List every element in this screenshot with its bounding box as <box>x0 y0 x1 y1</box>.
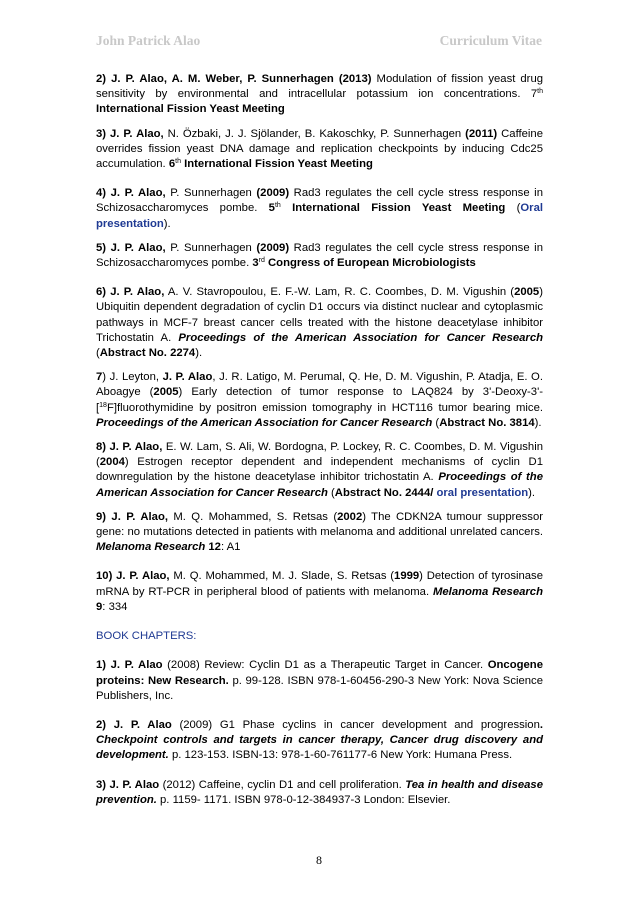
publication-entry-10: 10) J. P. Alao, M. Q. Mohammed, M. J. Slade, S. Retsas (1999) Detection of tyrosinase mRNA by RT-PCR in peripheral blood of patients with melanoma. Melanoma Research 9: 334 <box>96 570 543 613</box>
publication-entry-8: 8) J. P. Alao, E. W. Lam, S. Ali, W. Bordogna, P. Lockey, R. C. Coombes, D. M. Vigushin (2004) Estrogen receptor dependent and independent mechanisms of cyclin D1 downregulation by the histone deacetylase inhibitor trichostatin A. Proceedings of the American Association for Cancer Research (Abstract No. 2444/ oral presentation). <box>96 441 543 499</box>
journal-title: Proceedings of the American Association for Cancer Research <box>178 331 543 344</box>
journal-title: Proceedings of the American Association for Cancer Research <box>96 416 433 429</box>
oral-presentation-note: oral presentation <box>433 486 529 499</box>
page-number: 8 <box>316 853 322 867</box>
book-chapter-2: 2) J. P. Alao (2009) G1 Phase cyclins in cancer development and progression. Checkpoint controls and targets in cancer therapy, Cancer drug discovery and development. p. 123-153. ISBN-13: 978-1-60-761177-6 New York: Humana Press. <box>96 718 543 762</box>
publication-entry-9: 9) J. P. Alao, M. Q. Mohammed, S. Retsas (2002) The CDKN2A tumour suppressor gene: no mutations detected in patients with melanoma and additional unrelated cancers. Melanoma Research 12: A1 <box>96 510 543 554</box>
journal-title: Proceedings of the American Association for Cancer Research <box>96 471 543 499</box>
header-doc-title: Curriculum Vitae <box>439 33 542 48</box>
oral-presentation-note: Oral presentation <box>96 202 543 230</box>
book-chapter-1: 1) J. P. Alao (2008) Review: Cyclin D1 as a Therapeutic Target in Cancer. Oncogene proteins: New Research. p. 99-128. ISBN 978-1-60456-290-3 New York: Nova Science Publishers, Inc. <box>96 659 543 702</box>
publication-entry-3: 3) J. P. Alao, N. Özbaki, J. J. Sjölander, B. Kakoschky, P. Sunnerhagen (2011) Caffeine overrides fission yeast DNA damage and replication checkpoints by inducing Cdc25 accumulation. 6th International Fission Yeast Meeting <box>96 127 543 171</box>
publication-entry-4: 4) J. P. Alao, P. Sunnerhagen (2009) Rad3 regulates the cell cycle stress response in Schizosaccharomyces pombe. 5th International Fission Yeast Meeting (Oral presentation). <box>96 187 543 230</box>
publication-entry-7: 7) J. Leyton, J. P. Alao, J. R. Latigo, M. Perumal, Q. He, D. M. Vigushin, P. Atadja, E. O. Aboagye (2005) Early detection of tumor response to LAQ824 by 3'-Deoxy-3'-[$^{18}$F]fluorothymidine by positron emission tomography in HCT116 tumor bearing mice. Proceedings of the American Association for Cancer Research (Abstract No. 3814). <box>96 371 543 429</box>
section-heading-book-chapters: BOOK CHAPTERS: <box>96 630 197 643</box>
book-title: Tea in health and disease prevention. <box>96 778 543 806</box>
publication-entry-5: 5) J. P. Alao, P. Sunnerhagen (2009) Rad3 regulates the cell cycle stress response in Schizosaccharomyces pombe. 3rd Congress of European Microbiologists <box>96 241 543 270</box>
publication-entry-2: 2) J. P. Alao, A. M. Weber, P. Sunnerhagen (2013) Modulation of fission yeast drug sensitivity by environmental and intracellular potassium ion concentrations. 7th International Fission Yeast Meeting <box>96 73 544 116</box>
book-chapter-3: 3) J. P. Alao (2012) Caffeine, cyclin D1 and cell proliferation. Tea in health and disease prevention. p. 1159- 1171. ISBN 978-0-12-384937-3 London: Elsevier. <box>96 778 543 806</box>
journal-title: Melanoma Research <box>96 541 206 554</box>
document-body <box>96 72 543 822</box>
header-author: John Patrick Alao <box>96 33 201 48</box>
book-title: Checkpoint controls and targets in cancer therapy, Cancer drug discovery and development. <box>96 734 543 762</box>
book-title: Oncogene proteins: New Research. <box>96 659 543 687</box>
journal-title: Melanoma Research <box>432 585 543 598</box>
publication-entry-6: 6) J. P. Alao, A. V. Stavropoulou, E. F.-W. Lam, R. C. Coombes, D. M. Vigushin (2005) Ubiquitin dependent degradation of cyclin D1 occurs via distinct nuclear and cytoplasmic pathways in MCF-7 breast cancer cells treated with the histone deacetylase inhibitor Trichostatin A. Proceedings of the American Association for Cancer Research (Abstract No. 2274). <box>96 286 543 360</box>
